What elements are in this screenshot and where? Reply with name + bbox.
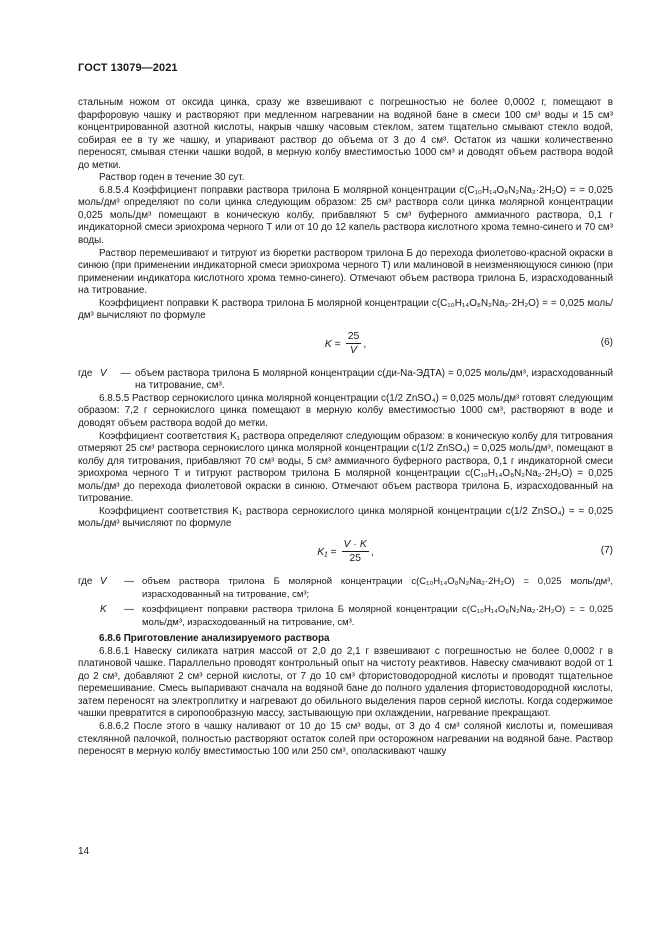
formula-7: K₁ = $\frac{V \cdot K}{25}$ , (7)	[317, 538, 613, 565]
where-text: объем раствора трилона Б молярной концентрации c(ди-Na-ЭДТА) = 0,025 моль/дм³, израсходованный на титрование, см³.	[135, 367, 613, 392]
paragraph-coefficient-k1: Коэффициент соответствия K₁ раствора сернокислого цинка молярной концентрации c(1/2 ZnSO₄) = = 0,025 моль/дм³ вычисляют по формуле	[78, 505, 613, 530]
where-symbol: V	[100, 575, 107, 587]
where-6-v	[78, 368, 613, 393]
paragraph-shelf-life: Раствор годен в течение 30 сут.	[99, 172, 245, 184]
paragraph-continuation: стальным ножом от оксида цинка, сразу же взвешивают с погрешностью не более 0,0002 г, помещают в фарфоровую чашку и растворяют при медленном нагревании на водяной бане в смеси 100 см³ воды и 15 см³ концентрированной азотной кислоты, накрыв чашку часовым стеклом, затем тщательно смывают стекло водой, собирая ее в ту же чашку, и упаривают раствор до объема от 3 до 4 см³. Остаток из чашки количественно переносят, смывая стенки чашки водой, в мерную колбу вместимостью 1000 см³ и доводят объем раствора водой до метки.	[78, 97, 613, 171]
document-header: ГОСТ 13079—2021	[78, 62, 178, 74]
where-7-k	[78, 604, 613, 629]
paragraph-6-8-5-4: 6.8.5.4 Коэффициент поправки раствора трилона Б молярной концентрации c(C₁₀H₁₄O₈N₂Na₂·2H₂O) = = 0,025 моль/дм³ определяют по соли цинка следующим образом: 25 см³ раствора соли цинка молярной концентрации 0,025 моль/дм³ помещают в коническую колбу, прибавляют 5 см³ буферного аммиачного раствора, 0,1 г индикаторной смеси эриохрома черного Т или от 10 до 12 капель раствора кислотного хрома темно-синего и 70 см³ воды.	[78, 184, 613, 247]
formula-6-fraction	[346, 330, 362, 357]
formula-7-lhs: K₁	[317, 545, 328, 558]
where-dash: —	[124, 575, 134, 587]
formula-7-fraction	[342, 538, 369, 565]
document-body	[78, 97, 613, 759]
section-heading-6-8-6: 6.8.6 Приготовление анализируемого раствора	[99, 633, 330, 645]
formula-7-number: (7)	[600, 544, 613, 556]
where-symbol: V	[100, 367, 107, 379]
formula-6-numerator: 25	[347, 330, 360, 343]
formula-7-numerator: V · K	[343, 538, 367, 551]
paragraph-coefficient-k1-method: Коэффициент соответствия K₁ раствора определяют следующим образом: в коническую колбу для титрования отмеряют 25 см³ раствора сернокислого цинка молярной концентрации c(1/2 ZnSO₄) = 0,025 моль/дм³, помещают в колбу для титрования, прибавляют 70 см³ воды, 5 см³ аммиачного буферного раствора, 0,1 г индикаторной смеси эриохрома черного Т и титруют раствором трилона Б молярной концентрации c(C₁₀H₁₄O₈N₂Na₂·2H₂O) = 0,025 моль/дм³ до перехода фиолетовой окраски в синюю. Отмечают объем раствора трилона Б, израсходованный на титрование.	[78, 430, 613, 505]
formula-6-number: (6)	[600, 336, 613, 348]
paragraph-6-8-6-2: 6.8.6.2 После этого в чашку наливают от 10 до 15 см³ воды, от 3 до 4 см³ соляной кислоты и, помешивая стеклянной палочкой, полностью растворяют остаток солей при осторожном нагревании на водяной бане. Раствор переносят в мерную колбу вместимостью 100 или 250 см³, ополаскивают чашку	[78, 720, 613, 758]
where-text: объем раствора трилона Б молярной концентрации c(C₁₀H₁₄O₈N₂Na₂·2H₂O) = 0,025 моль/дм³, израсходованный на титрование, см³;	[142, 575, 613, 600]
paragraph-coefficient-k: Коэффициент поправки K раствора трилона Б молярной концентрации c(C₁₀H₁₄O₈N₂Na₂·2H₂O) = = 0,025 моль/дм³ вычисляют по формуле	[78, 297, 613, 322]
paragraph-titration: Раствор перемешивают и титруют из бюретки раствором трилона Б до перехода фиолетово-красной окраски в синюю (при применении индикаторной смеси эриохрома черного Т) или малиновой в неизменяющуюся синюю (при применении индикатора кислотного хрома темно-синего). Отмечают объем раствора трилона Б, израсходованный на титрование.	[78, 247, 613, 297]
where-7-v	[78, 576, 613, 601]
where-lead: где	[78, 575, 93, 587]
where-symbol: K	[100, 604, 107, 616]
formula-7-denominator: 25	[349, 552, 362, 565]
formula-6-lhs: K	[324, 337, 332, 350]
paragraph-6-8-6-1: 6.8.6.1 Навеску силиката натрия массой от 2,0 до 2,1 г взвешивают с погрешностью не более 0,0002 г в платиновой чашке. Параллельно проводят контрольный опыт на чистоту реактивов. Навеску смачивают водой от 1 до 2 см³, добавляют 2 см³ серной кислоты, от 7 до 10 см³ фтористоводородной кислоты и проводят тщательное перемешивание. Смесь выпаривают сначала на водяной бане до полного удаления фтористоводородной кислоты, затем переносят на электроплитку и нагревают до обильного выделения паров серной кислоты. Когда содержимое чашки превратится в сиропообразную массу, застывающую при охлаждении, нагревание прекращают.	[78, 645, 613, 720]
paragraph-6-8-5-5: 6.8.5.5 Раствор сернокислого цинка молярной концентрации c(1/2 ZnSO₄) = 0,025 моль/дм³ готовят следующим образом: 7,2 г сернокислого цинка помещают в мерную колбу вместимостью 1000 см³, растворяют в воде и доводят объем раствора водой до метки.	[78, 392, 613, 430]
page-number: 14	[78, 846, 90, 857]
where-dash: —	[120, 367, 131, 379]
where-lead	[78, 604, 100, 629]
where-text: коэффициент поправки раствора трилона Б молярной концентрации c(C₁₀H₁₄O₈N₂Na₂·2H₂O) = = 0,025 моль/дм³, израсходованный на титрование, см³.	[142, 604, 613, 628]
where-dash: —	[124, 604, 134, 616]
formula-6-denominator: V	[350, 344, 358, 357]
formula-6: K = $\frac{25}{V}$ , (6)	[324, 330, 613, 357]
where-lead: где	[78, 367, 93, 379]
